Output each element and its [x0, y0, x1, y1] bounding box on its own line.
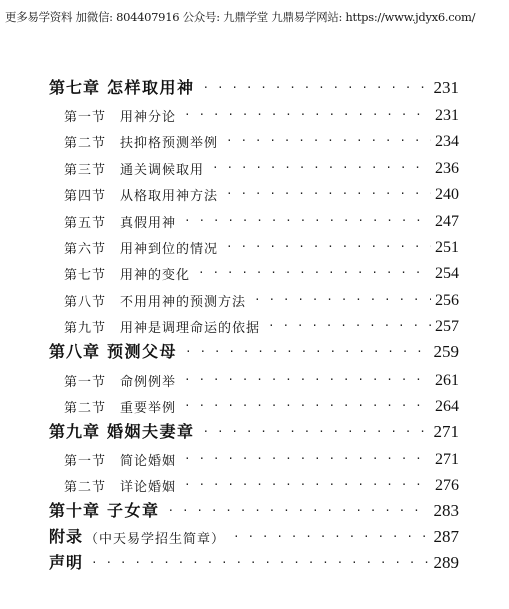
chapter-number: 第七章	[49, 78, 101, 97]
section-title: 扶抑格预测举例	[120, 136, 219, 151]
section-number: 第一节	[64, 375, 107, 390]
section-title: 不用用神的预测方法	[120, 295, 247, 310]
dot-leader	[268, 319, 431, 332]
page-number: 276	[435, 477, 459, 494]
dot-leader	[254, 293, 431, 306]
toc-section	[0, 471, 509, 495]
toc-statement	[0, 549, 509, 573]
toc-section	[0, 207, 509, 231]
page-number: 236	[435, 160, 459, 177]
section-title: 重要举例	[120, 401, 177, 416]
toc-section	[0, 445, 509, 469]
toc-section	[0, 127, 509, 151]
section-title: 用神到位的情况	[120, 242, 219, 257]
section-number: 第二节	[64, 480, 107, 495]
section-number: 第七节	[64, 268, 107, 283]
toc-section	[0, 233, 509, 257]
dot-leader	[184, 214, 431, 227]
section-title: 通关调候取用	[120, 163, 205, 178]
section-number: 第二节	[64, 136, 107, 151]
chapter-title: 子女章	[107, 501, 160, 520]
page-number: 256	[435, 292, 459, 309]
page-number: 271	[435, 451, 459, 468]
dot-leader	[212, 161, 431, 174]
toc-chapter-10	[0, 497, 509, 521]
section-title: 命例例举	[120, 375, 177, 390]
page-number: 259	[433, 342, 459, 361]
page-number: 261	[435, 372, 459, 389]
toc-section	[0, 312, 509, 336]
section-title: 用神的变化	[120, 268, 191, 283]
page-number: 251	[435, 239, 459, 256]
section-number: 第五节	[64, 216, 107, 231]
page-number: 247	[435, 213, 459, 230]
promo-header-text: 更多易学资料 加微信: 804407916 公众号: 九鼎学堂 九鼎易学网站: https://www.jdyx6.com/	[5, 10, 476, 24]
section-number: 第六节	[64, 242, 107, 257]
page-number: 257	[435, 318, 459, 335]
section-number: 第九节	[64, 321, 107, 336]
toc-section	[0, 180, 509, 204]
page-number: 287	[433, 527, 459, 546]
section-title: 简论婚姻	[120, 454, 177, 469]
page-number: 264	[435, 398, 459, 415]
toc-section	[0, 286, 509, 310]
toc-chapter-9	[0, 418, 509, 442]
section-number: 第一节	[64, 454, 107, 469]
dot-leader	[184, 478, 431, 491]
dot-leader	[185, 345, 429, 358]
dot-leader	[226, 187, 431, 200]
dot-leader	[168, 504, 430, 517]
section-number: 第二节	[64, 401, 107, 416]
section-number: 第一节	[64, 110, 107, 125]
toc-section	[0, 392, 509, 416]
dot-leader	[203, 81, 430, 94]
chapter-number: 第十章	[49, 501, 101, 520]
section-title: 真假用神	[120, 216, 177, 231]
dot-leader	[233, 530, 429, 543]
dot-leader	[198, 266, 431, 279]
appendix-note: （中天易学招生简章）	[85, 532, 226, 547]
statement-label: 声明	[49, 553, 84, 572]
page-number: 254	[435, 265, 459, 282]
section-number: 第四节	[64, 189, 107, 204]
dot-leader	[91, 556, 429, 569]
toc-appendix	[0, 523, 509, 547]
chapter-title: 婚姻夫妻章	[107, 422, 195, 441]
dot-leader	[184, 373, 431, 386]
dot-leader	[226, 240, 431, 253]
section-title: 详论婚姻	[120, 480, 177, 495]
chapter-title: 怎样取用神	[107, 78, 195, 97]
toc-section	[0, 154, 509, 178]
dot-leader	[184, 399, 431, 412]
dot-leader	[184, 108, 431, 121]
page-number: 240	[435, 186, 459, 203]
toc-section	[0, 259, 509, 283]
section-number: 第八节	[64, 295, 107, 310]
page-number: 231	[433, 78, 459, 97]
appendix-label: 附录	[49, 527, 84, 546]
page-number: 271	[433, 422, 459, 441]
toc-section	[0, 101, 509, 125]
page-number: 231	[435, 107, 459, 124]
toc-chapter-7	[0, 74, 509, 98]
section-title: 从格取用神方法	[120, 189, 219, 204]
chapter-title: 预测父母	[107, 342, 178, 361]
chapter-number: 第八章	[49, 342, 101, 361]
section-title: 用神分论	[120, 110, 177, 125]
dot-leader	[184, 452, 431, 465]
section-number: 第三节	[64, 163, 107, 178]
page-number: 283	[433, 501, 459, 520]
page-number: 289	[433, 553, 459, 572]
page-number: 234	[435, 133, 459, 150]
section-title: 用神是调理命运的依据	[120, 321, 261, 336]
toc-chapter-8	[0, 338, 509, 362]
chapter-number: 第九章	[49, 422, 101, 441]
toc-section	[0, 366, 509, 390]
dot-leader	[226, 134, 431, 147]
dot-leader	[203, 425, 430, 438]
